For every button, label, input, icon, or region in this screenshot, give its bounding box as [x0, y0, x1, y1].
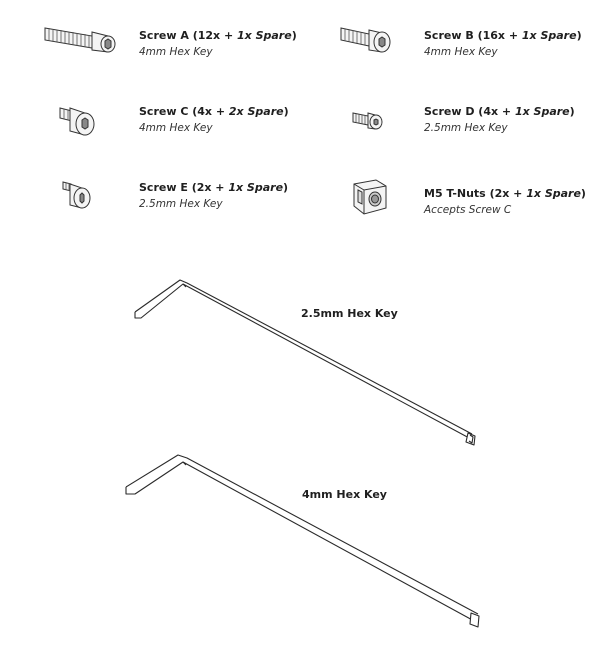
part-name: M5 T-Nuts	[424, 187, 486, 200]
part-tool: 2.5mm Hex Key	[139, 198, 223, 210]
part-count: (2x +	[489, 187, 527, 200]
part-name: Screw D	[424, 105, 475, 118]
part-count-close: )	[580, 187, 586, 200]
part-name: Screw B	[424, 29, 474, 42]
part-name: Screw C	[139, 105, 189, 118]
part-spare: 1x Spare	[526, 187, 581, 200]
part-spare: 1x Spare	[228, 181, 284, 194]
part-name: Screw E	[139, 181, 188, 194]
part-count: (12x +	[192, 29, 237, 42]
part-count-close: )	[291, 29, 297, 42]
part-count-close: )	[283, 181, 289, 194]
part-count-close: )	[283, 105, 289, 118]
part-tool: 2.5mm Hex Key	[424, 122, 508, 134]
hex-key-large-label: 4mm Hex Key	[302, 488, 387, 501]
part-spare: 2x Spare	[228, 105, 284, 118]
part-count: (2x +	[191, 181, 229, 194]
part-tool: Accepts Screw C	[424, 204, 512, 216]
part-count-close: )	[569, 105, 575, 118]
hex-key-large-icon	[126, 455, 479, 627]
part-count: (16x +	[477, 29, 522, 42]
part-spare: 1x Spare	[521, 29, 577, 42]
part-spare: 1x Spare	[514, 105, 570, 118]
hex-key-small-icon	[135, 280, 475, 445]
part-count: (4x +	[478, 105, 515, 118]
part-count-close: )	[576, 29, 582, 42]
part-tool: 4mm Hex Key	[139, 122, 213, 134]
hex-key-small-label: 2.5mm Hex Key	[301, 307, 398, 320]
part-name: Screw A	[139, 29, 189, 42]
part-count: (4x +	[192, 105, 229, 118]
part-tool: 4mm Hex Key	[424, 46, 498, 58]
part-spare: 1x Spare	[237, 29, 292, 42]
part-tool: 4mm Hex Key	[139, 46, 213, 58]
